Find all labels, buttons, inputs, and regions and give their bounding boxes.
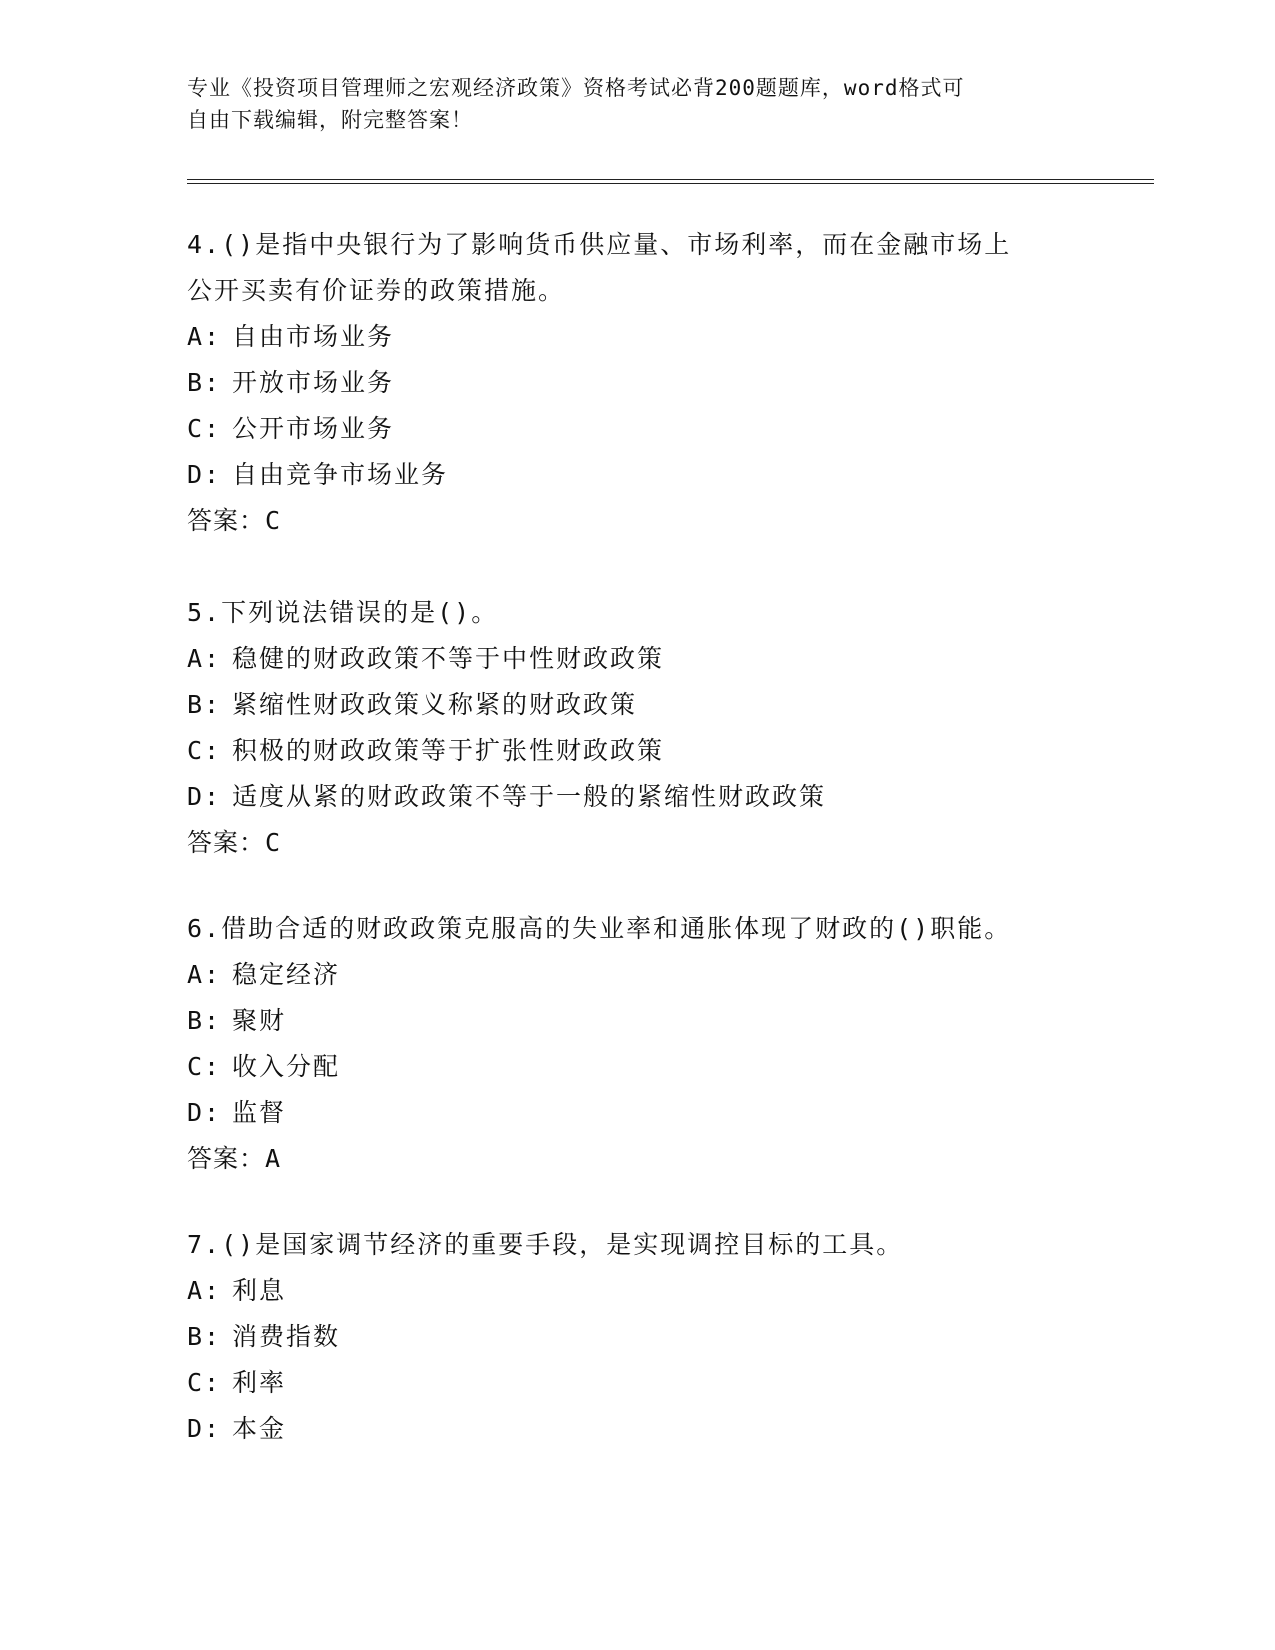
option-letter: C: [187,736,222,765]
option-text: 收入分配 [232,1052,341,1081]
answer-value: C [265,506,282,535]
option-letter: A: [187,322,222,351]
answer-value: C [265,828,282,857]
question-stem-line: 6.借助合适的财政政策克服高的失业率和通胀体现了财政的()职能。 [187,914,1012,943]
option-a [187,1268,1087,1314]
option-letter: B: [187,368,222,397]
option-letter: A: [187,960,222,989]
answer-label: 答案： [187,1144,266,1173]
option-letter: A: [187,644,222,673]
option-text: 积极的财政政策等于扩张性财政政策 [232,736,665,765]
option-letter: D: [187,1098,222,1127]
answer-line [187,498,1087,544]
option-a [187,636,1087,682]
option-text: 公开市场业务 [232,414,395,443]
question-5 [187,590,1087,866]
question-stem-line: 5.下列说法错误的是()。 [187,598,499,627]
option-letter: C: [187,1052,222,1081]
option-letter: C: [187,414,222,443]
answer-label: 答案： [187,828,266,857]
option-text: 利率 [232,1368,287,1397]
option-text: 利息 [232,1276,287,1305]
option-text: 紧缩性财政政策义称紧的财政政策 [232,690,638,719]
option-a [187,952,1087,998]
option-c [187,406,1087,452]
answer-line [187,1136,1087,1182]
header-divider-bottom [187,183,1154,184]
header-title-line-2: 自由下载编辑，附完整答案！ [187,108,473,132]
option-text: 自由竞争市场业务 [232,460,449,489]
option-b [187,998,1087,1044]
option-text: 本金 [232,1414,287,1443]
header-divider-top [187,179,1154,180]
option-letter: D: [187,1414,222,1443]
option-letter: B: [187,690,222,719]
option-text: 稳定经济 [232,960,341,989]
question-6 [187,906,1087,1182]
option-c [187,1044,1087,1090]
option-d [187,1406,1087,1452]
option-d [187,774,1087,820]
option-text: 自由市场业务 [232,322,395,351]
option-c [187,728,1087,774]
question-7 [187,1222,1087,1452]
question-stem-line: 7.()是国家调节经济的重要手段，是实现调控目标的工具。 [187,1230,904,1259]
answer-label: 答案： [187,506,266,535]
option-text: 稳健的财政政策不等于中性财政政策 [232,644,665,673]
option-b [187,682,1087,728]
option-letter: B: [187,1322,222,1351]
header-title-line-1: 专业《投资项目管理师之宏观经济政策》资格考试必背200题题库，word格式可 [187,76,965,100]
question-4 [187,222,1087,544]
option-text: 聚财 [232,1006,287,1035]
option-d [187,452,1087,498]
option-b [187,1314,1087,1360]
option-text: 消费指数 [232,1322,341,1351]
question-stem-line: 4.()是指中央银行为了影响货币供应量、市场利率，而在金融市场上 [187,230,1012,259]
answer-line [187,820,1087,866]
answer-value: A [265,1144,282,1173]
option-text: 适度从紧的财政政策不等于一般的紧缩性财政政策 [232,782,827,811]
option-letter: D: [187,460,222,489]
option-a [187,314,1087,360]
option-c [187,1360,1087,1406]
option-letter: C: [187,1368,222,1397]
question-stem-line: 公开买卖有价证券的政策措施。 [187,276,566,305]
option-text: 监督 [232,1098,287,1127]
option-letter: A: [187,1276,222,1305]
option-b [187,360,1087,406]
document-header [187,72,1087,136]
option-text: 开放市场业务 [232,368,395,397]
option-letter: D: [187,782,222,811]
option-d [187,1090,1087,1136]
option-letter: B: [187,1006,222,1035]
